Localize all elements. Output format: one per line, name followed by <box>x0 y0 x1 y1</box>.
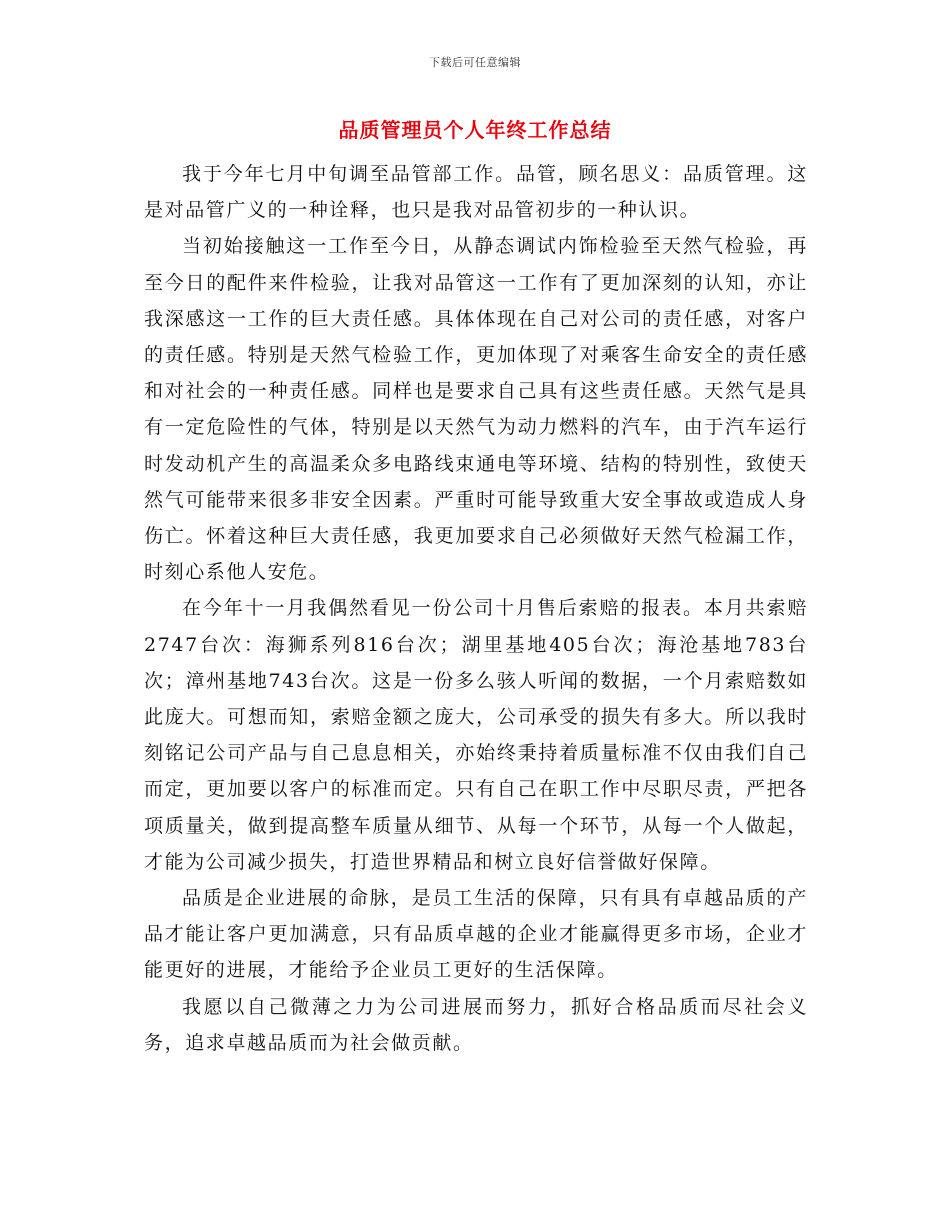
document-body <box>144 156 808 1061</box>
paragraph-4: 品质是企业进展的命脉，是员工生活的保障，只有具有卓越品质的产品才能让客户更加满意，只有品质卓越的企业才能赢得更多市场，企业才能更好的进展，才能给予企业员工更好的生活保障。 <box>144 887 808 982</box>
paragraph-1: 我于今年七月中旬调至品管部工作。品管，顾名思义：品质管理。这是对品管广义的一种诠释，也只是我对品管初步的一种认识。 <box>144 163 808 222</box>
header-note: 下载后可任意编辑 <box>429 56 521 69</box>
paragraph-5: 我愿以自己微薄之力为公司进展而努力，抓好合格品质而尽社会义务，追求卓越品质而为社会做贡献。 <box>144 995 808 1054</box>
paragraph-2: 当初始接触这一工作至今日，从静态调试内饰检验至天然气检验，再至今日的配件来件检验，让我对品管这一工作有了更加深刻的认知，亦让我深感这一工作的巨大责任感。具体体现在自己对公司的责任感，对客户的责任感。特别是天然气检验工作，更加体现了对乘客生命安全的责任感和对社会的一种责任感。同样也是要求自己具有这些责任感。天然气是具有一定危险性的气体，特别是以天然气为动力燃料的汽车，由于汽车运行时发动机产生的高温柔众多电路线束通电等环境、结构的特别性，致使天然气可能带来很多非安全因素。严重时可能导致重大安全事故或造成人身伤亡。怀着这种巨大责任感，我更加要求自己必须做好天然气检漏工作，时刻心系他人安危。 <box>144 235 808 584</box>
paragraph-3: 在今年十一月我偶然看见一份公司十月售后索赔的报表。本月共索赔2747台次：海狮系列816台次；湖里基地405台次；海沧基地783台次；漳州基地743台次。这是一份多么骇人听闻的数据，一个月索赔数如此庞大。可想而知，索赔金额之庞大，公司承受的损失有多大。所以我时刻铭记公司产品与自己息息相关，亦始终秉持着质量标准不仅由我们自己而定，更加要以客户的标准而定。只有自己在职工作中尽职尽责，严把各项质量关，做到提高整车质量从细节、从每一个环节，从每一个人做起，才能为公司减少损失，打造世界精品和树立良好信誉做好保障。 <box>144 597 808 873</box>
document-title: 品质管理员个人年终工作总结 <box>338 118 612 142</box>
